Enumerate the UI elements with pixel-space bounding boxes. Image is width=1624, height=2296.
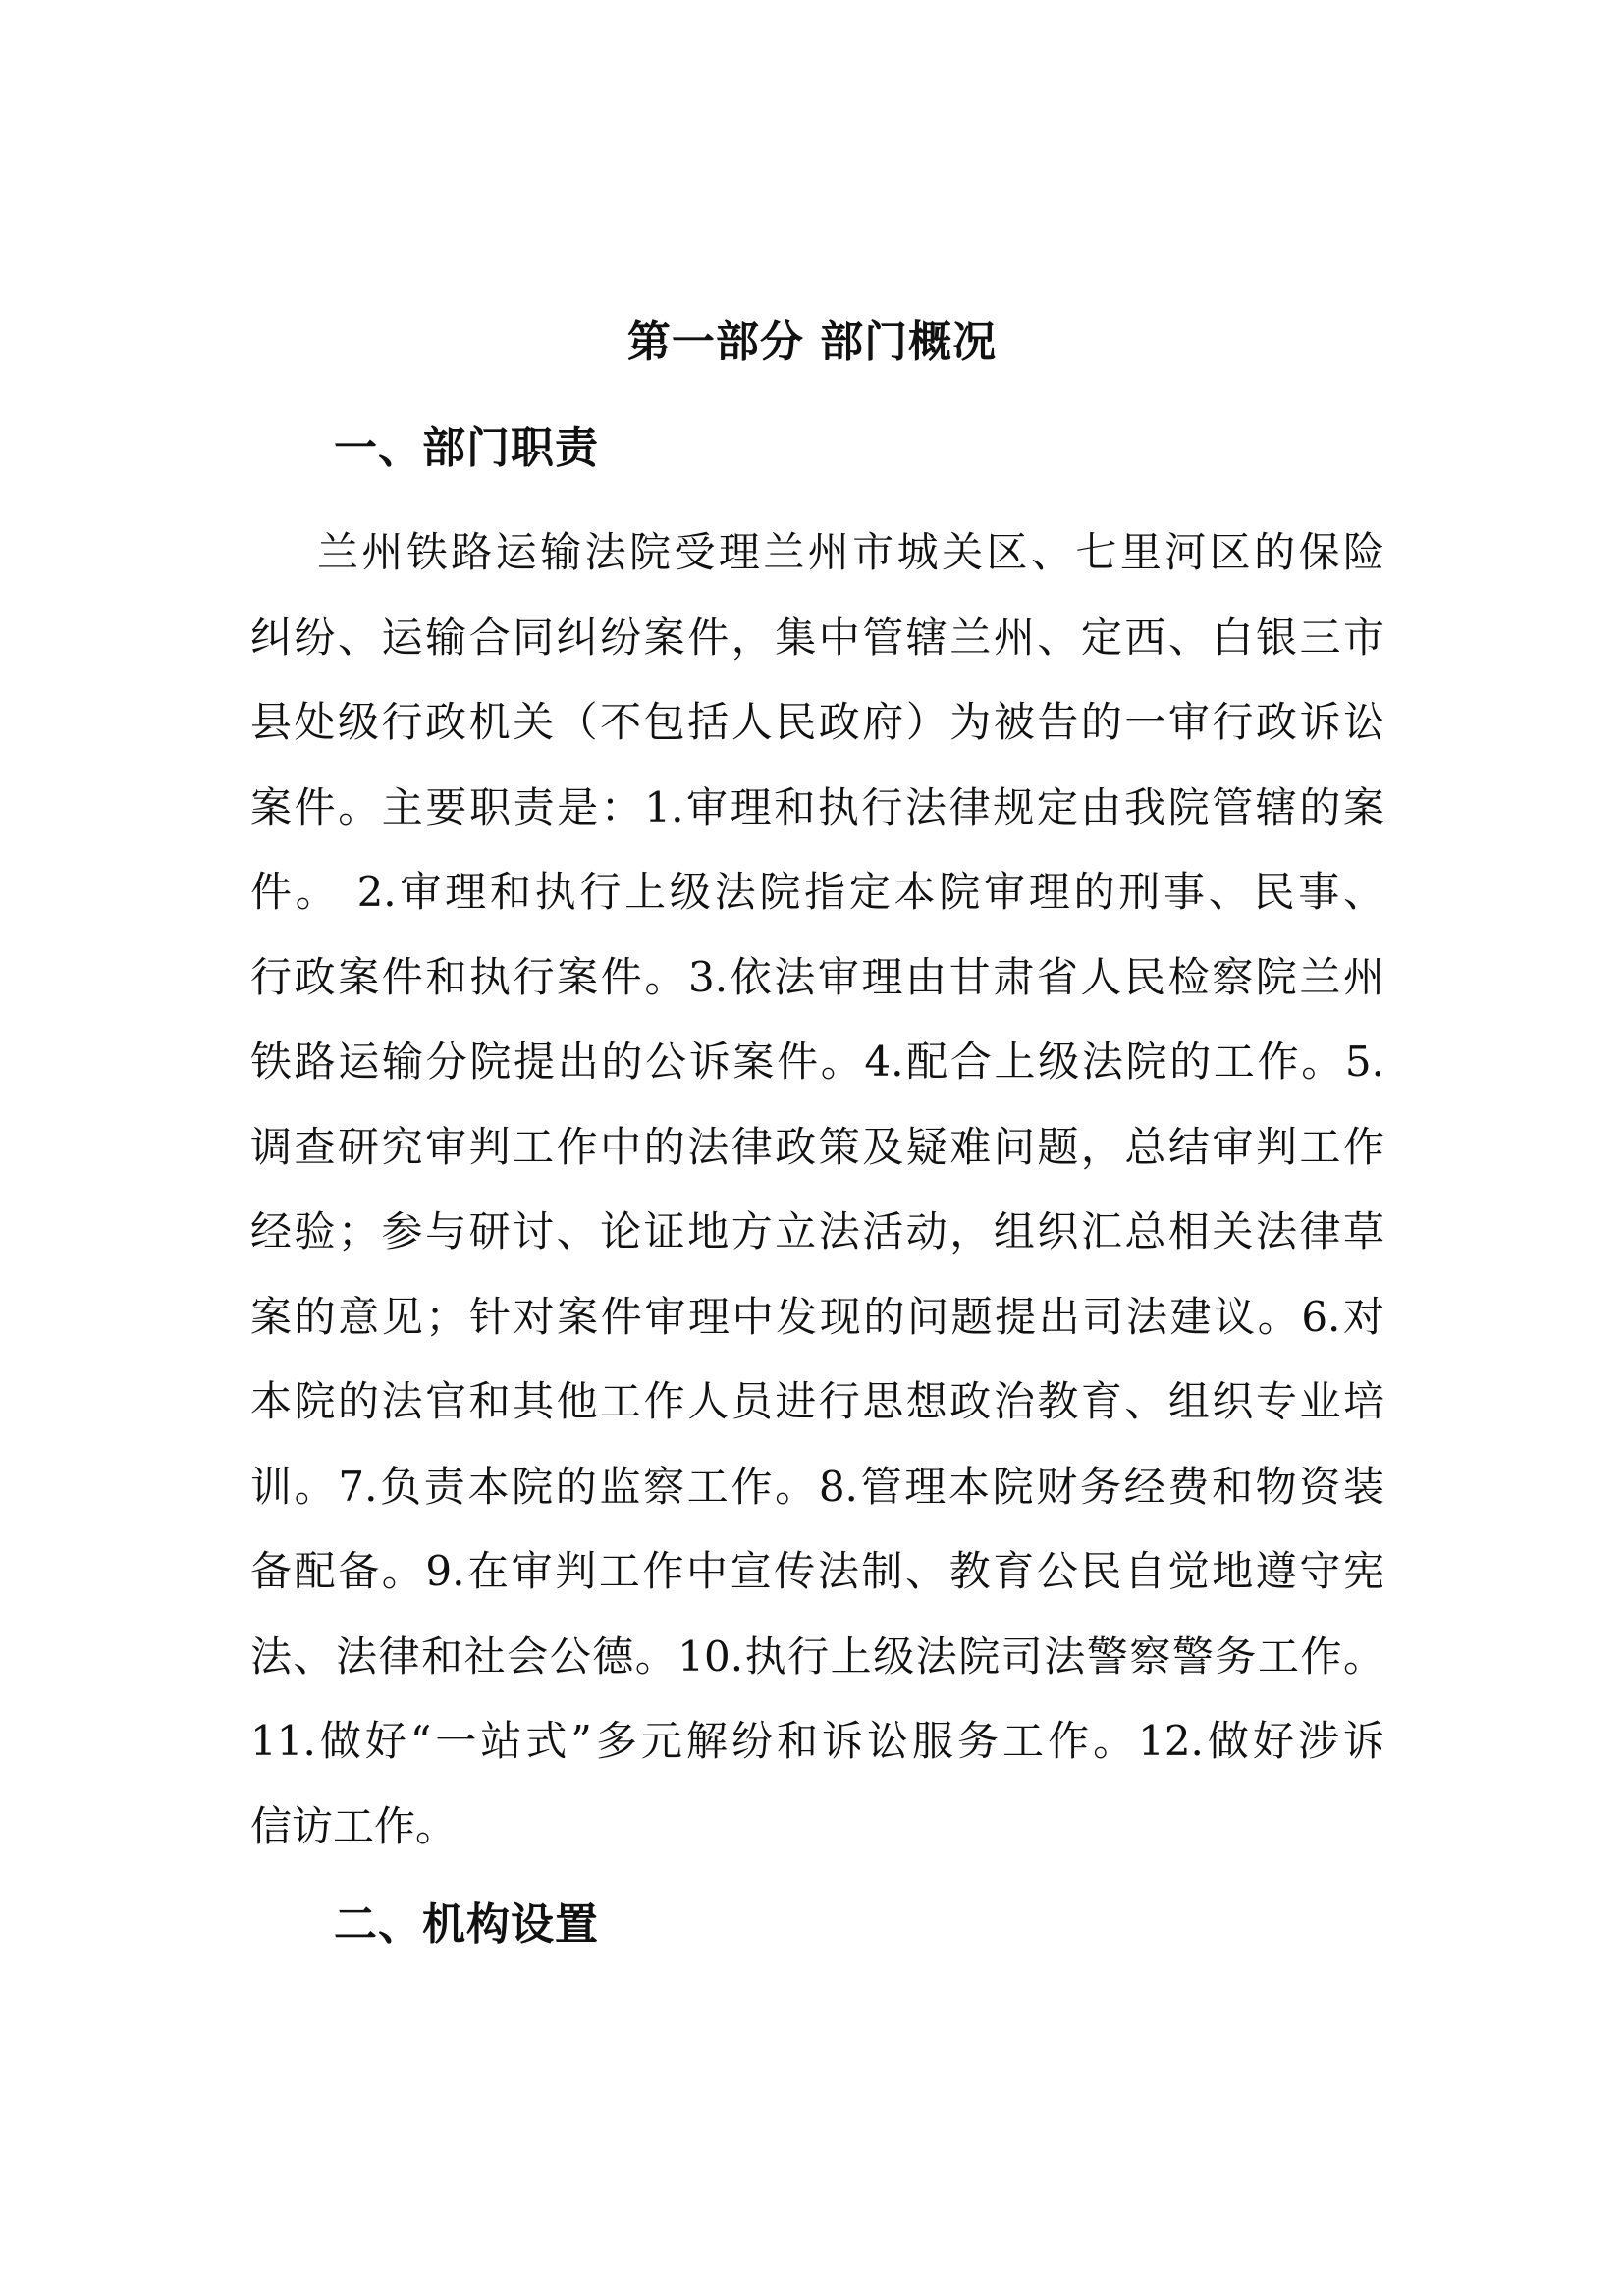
paragraph-line: 信访工作。: [250, 1801, 458, 1850]
paragraph-line: 案的意见；针对案件审理中发现的问题提出司法建议。6.对: [250, 1292, 1384, 1341]
paragraph-line: 11.做好“一站式”多元解纷和诉讼服务工作。12.做好涉诉: [250, 1717, 1384, 1765]
part-title: 第一部分 部门概况: [626, 317, 998, 367]
paragraph-line: 法、法律和社会公德。10.执行上级法院司法警察警务工作。: [250, 1631, 1384, 1681]
paragraph-line: 调查研究审判工作中的法律政策及疑难问题，总结审判工作: [250, 1122, 1384, 1171]
paragraph-line: 案件。主要职责是：1.审理和执行法律规定由我院管辖的案: [250, 782, 1384, 831]
paragraph-line: 铁路运输分院提出的公诉案件。4.配合上级法院的工作。5.: [250, 1038, 1384, 1086]
paragraph-line: 行政案件和执行案件。3.依法审理由甘肃省人民检察院兰州: [250, 952, 1384, 1001]
paragraph-line: 纠纷、运输合同纠纷案件，集中管辖兰州、定西、白银三市: [250, 613, 1384, 662]
paragraph-line: 本院的法官和其他工作人员进行思想政治教育、组织专业培: [250, 1377, 1384, 1425]
paragraph-line: 县处级行政机关（不包括人民政府）为被告的一审行政诉讼: [250, 698, 1384, 746]
paragraph-line: 备配备。9.在审判工作中宣传法制、教育公民自觉地遵守宪: [250, 1547, 1384, 1595]
paragraph-line: 经验；参与研讨、论证地方立法活动，组织汇总相关法律草: [250, 1207, 1384, 1255]
section-heading-structure: 二、机构设置: [334, 1899, 599, 1949]
paragraph-line: 训。7.负责本院的监察工作。8.管理本院财务经费和物资装: [250, 1462, 1384, 1511]
section-heading-duties: 一、部门职责: [334, 423, 599, 473]
duties-paragraph: [250, 510, 1384, 1869]
paragraph-line: 兰州铁路运输法院受理兰州市城关区、七里河区的保险: [317, 528, 1384, 576]
paragraph-line: 件。 2.审理和执行上级法院指定本院审理的刑事、民事、: [250, 868, 1384, 916]
